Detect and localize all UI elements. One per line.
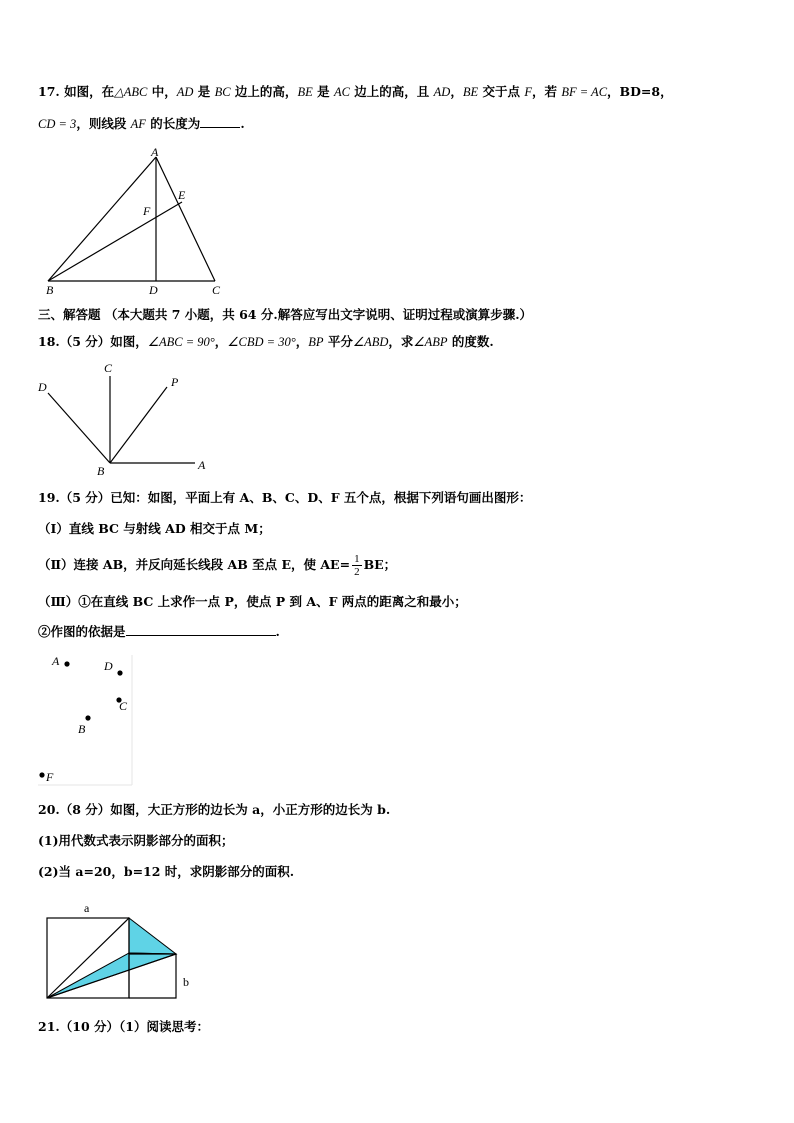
q20-line3: (2)当 a=20，b=12 时，求阴影部分的面积. <box>38 864 295 879</box>
label-B: B <box>78 722 86 736</box>
q19-line5: ②作图的依据是 . <box>38 624 280 639</box>
q20-line1: 20.（8 分）如图，大正方形的边长为 a，小正方形的边长为 b. <box>38 802 391 817</box>
label-C: C <box>212 283 221 297</box>
q19-line1: 19.（5 分）已知：如图，平面上有 A、B、C、D、F 五个点，根据下列语句画出图形： <box>38 490 532 505</box>
label-F: F <box>46 770 54 784</box>
label-D: D <box>38 380 47 394</box>
q17-line1: 17. 如图，在△ABC 中，AD 是 BC 边上的高，BE 是 AC 边上的高，且 AD，BE 交于点 F，若 BF = AC，BD=8， <box>38 84 673 99</box>
q17-line2: CD = 3，则线段 AF 的长度为 . <box>38 116 245 131</box>
q18-line: 18.（5 分）如图，∠ABC = 90°，∠CBD = 30°，BP 平分∠ABD，求∠ABP 的度数. <box>38 334 494 349</box>
label-D: D <box>149 283 158 297</box>
label-C: C <box>104 361 113 375</box>
label-B: B <box>46 283 54 297</box>
label-A: A <box>198 458 206 472</box>
label-D: D <box>104 659 113 673</box>
label-A: A <box>52 654 60 668</box>
section3-heading: 三、解答题 （本大题共 7 小题，共 64 分.解答应写出文字说明、证明过程或演算步骤.） <box>38 307 533 322</box>
label-b: b <box>183 975 189 989</box>
q21-line1: 21.（10 分）（1）阅读思考： <box>38 1019 209 1034</box>
label-E: E <box>178 188 186 202</box>
fraction-one-half: $\frac{1}{2}$ <box>354 553 360 578</box>
q19-line3: （Ⅱ）连接 AB，并反向延长线段 AB 至点 E，使 AE= $\frac{1}{2}$ BE； <box>38 553 397 578</box>
shaded-triangle-upper <box>129 918 176 954</box>
q20-line2: (1)用代数式表示阴影部分的面积； <box>38 833 234 848</box>
label-P: P <box>171 375 179 389</box>
label-B: B <box>97 464 105 478</box>
label-a: a <box>84 901 90 915</box>
q19-line4: （Ⅲ）①在直线 BC 上求作一点 P，使点 P 到 A、F 两点的距离之和最小； <box>38 594 467 609</box>
label-A: A <box>151 145 159 159</box>
label-C: C <box>119 699 128 713</box>
label-F: F <box>143 204 151 218</box>
q19-line2: （Ⅰ）直线 BC 与射线 AD 相交于点 M； <box>38 521 271 536</box>
